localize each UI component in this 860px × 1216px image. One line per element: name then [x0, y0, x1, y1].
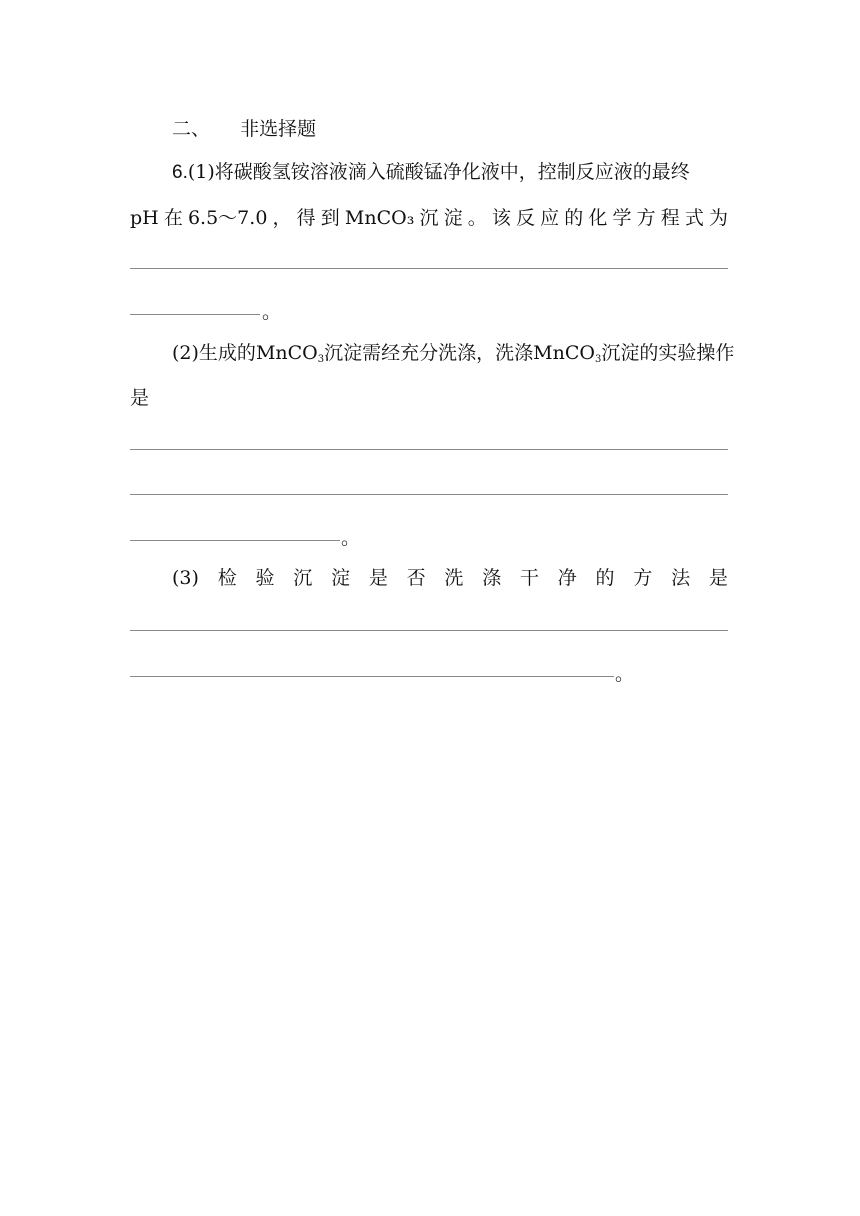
part-1-line-2-word: ， [272, 207, 292, 229]
question-6-part-1-line-2 [130, 206, 728, 230]
part-2-text-a: 生成的 [198, 342, 256, 364]
part-3-word: 涤 [482, 567, 502, 589]
answer-line[interactable] [130, 449, 728, 450]
part-1-line-2-word: 为 [708, 207, 728, 229]
part-3-word: 淀 [331, 567, 351, 589]
part-3-word: (3) [172, 567, 199, 589]
part-3-word: 沉 [293, 567, 313, 589]
part-3-word: 干 [519, 567, 539, 589]
part-3-word: 否 [406, 567, 426, 589]
part-1-line-2-word: 式 [684, 207, 704, 229]
part-1-line-2-word: 学 [612, 207, 632, 229]
part-1-label: (1) [187, 161, 215, 183]
part-1-line-2-word: 方 [636, 207, 656, 229]
part-1-text: 将碳酸氢铵溶液滴入硫酸锰净化液中，控制反应液的最终 [214, 161, 690, 183]
part-1-line-2-word: 淀 [443, 207, 463, 229]
part-3-word: 方 [633, 567, 653, 589]
part-1-end-period: 。 [262, 301, 282, 323]
part-2-label: (2) [172, 342, 199, 364]
formula-mnco3 [256, 342, 324, 364]
part-3-word: 检 [217, 567, 237, 589]
part-3-word: 是 [368, 567, 388, 589]
answer-line[interactable] [130, 314, 260, 315]
part-1-line-2-word: 反 [515, 207, 535, 229]
formula-base: MnCO [255, 342, 318, 364]
answer-line[interactable] [130, 630, 728, 631]
part-3-word: 是 [708, 567, 728, 589]
part-1-line-2-word: 得 [296, 207, 316, 229]
part-1-line-2-word: 到 [320, 207, 340, 229]
question-number: 6. [172, 162, 188, 183]
part-3-end-period: 。 [615, 663, 635, 685]
part-3-word: 验 [255, 567, 275, 589]
part-3-word: 净 [557, 567, 577, 589]
part-2-text-b: 沉淀需经充分洗涤，洗涤 [324, 342, 534, 364]
part-1-line-2-word: MnCO₃ [344, 207, 415, 229]
part-1-line-2-word: 化 [588, 207, 608, 229]
part-1-line-2-word: 的 [564, 207, 584, 229]
question-6-part-2-line-1 [172, 341, 735, 365]
answer-line[interactable] [130, 494, 728, 495]
part-1-line-2-word: 6.5～7.0 [187, 207, 268, 229]
part-1-line-2-word: 该 [491, 207, 511, 229]
part-3-word: 法 [671, 567, 691, 589]
part-1-line-2-word: 沉 [419, 207, 439, 229]
part-1-line-2-word: 在 [163, 207, 183, 229]
answer-line[interactable] [130, 540, 340, 541]
part-1-line-2-word: 程 [660, 207, 680, 229]
formula-mnco3 [533, 342, 601, 364]
question-6-part-1-line-1 [172, 160, 728, 185]
question-6-part-2-line-2: 是 [130, 387, 150, 409]
question-6-part-3-line-1 [172, 566, 728, 590]
formula-subscript: 3 [317, 354, 325, 365]
part-2-end-period: 。 [341, 527, 361, 549]
part-1-line-2-word: pH [130, 207, 159, 229]
answer-line[interactable] [130, 268, 728, 269]
section-heading [172, 117, 728, 141]
part-1-line-2-word: 应 [540, 207, 560, 229]
part-3-word: 洗 [444, 567, 464, 589]
part-2-text-c: 沉淀的实验操作 [601, 342, 735, 364]
answer-line[interactable] [130, 676, 614, 677]
part-3-word: 的 [595, 567, 615, 589]
formula-subscript: 3 [594, 354, 602, 365]
part-1-line-2-word: 。 [467, 207, 487, 229]
section-title: 非选择题 [240, 118, 317, 140]
formula-base: MnCO [533, 342, 595, 364]
section-number: 二、 [172, 118, 211, 140]
